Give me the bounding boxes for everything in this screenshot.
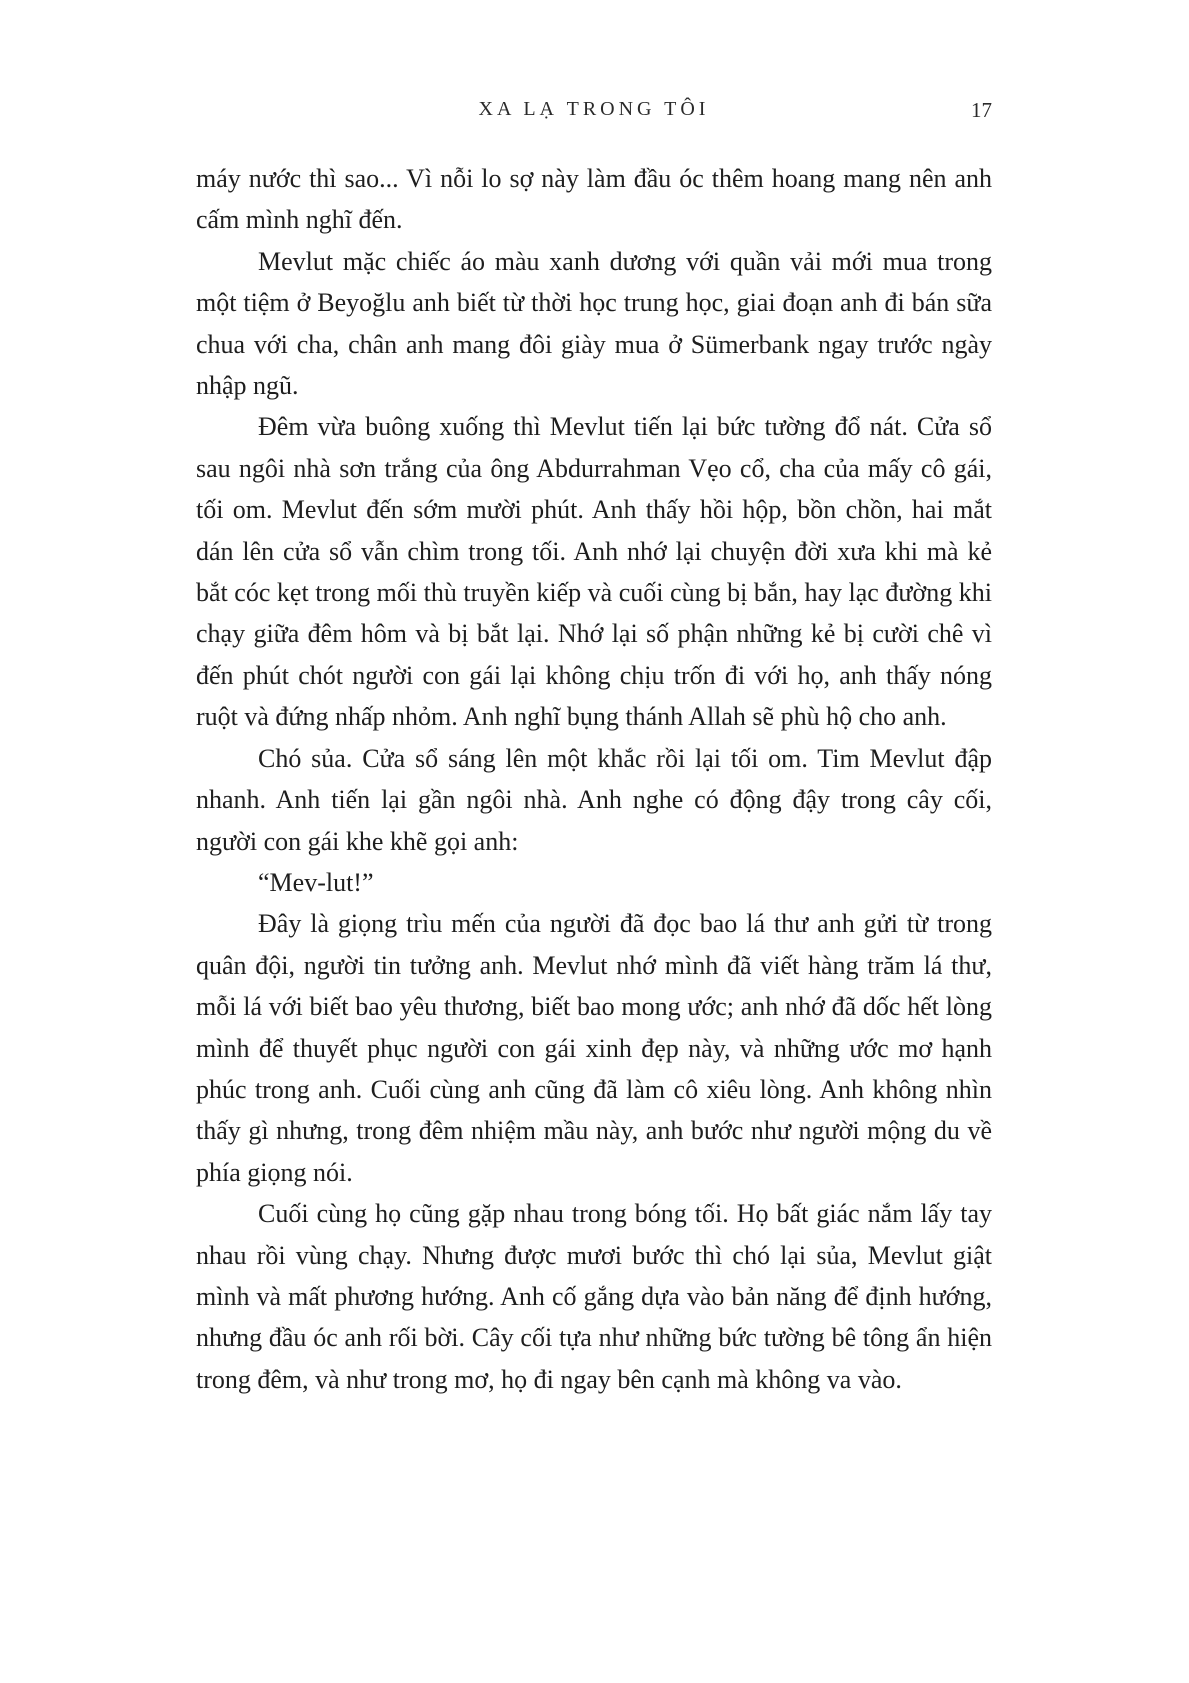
paragraph: Cuối cùng họ cũng gặp nhau trong bóng tối. Họ bất giác nắm lấy tay nhau rồi vùng chạy. Nhưng được mươi bước thì chó lại sủa, Mevlut giật mình và mất phương hướng. Anh cố gắng dựa vào bản năng để định hướng, nhưng đầu óc anh rối bời. Cây cối tựa như những bức tường bê tông ẩn hiện trong đêm, và như trong mơ, họ đi ngay bên cạnh mà không va vào.: [196, 1199, 992, 1394]
paragraph: Chó sủa. Cửa sổ sáng lên một khắc rồi lại tối om. Tim Mevlut đập nhanh. Anh tiến lại gần ngôi nhà. Anh nghe có động đậy trong cây cối, người con gái khe khẽ gọi anh:: [196, 743, 992, 856]
paragraph: máy nước thì sao... Vì nỗi lo sợ này làm đầu óc thêm hoang mang nên anh cấm mình nghĩ đến.: [196, 164, 992, 235]
paragraph: Đây là giọng trìu mến của người đã đọc bao lá thư anh gửi từ trong quân đội, người tin tưởng anh. Mevlut nhớ mình đã viết hàng trăm lá thư, mỗi lá với biết bao yêu thương, biết bao mong ước; anh nhớ đã dốc hết lòng mình để thuyết phục người con gái xinh đẹp này, và những ước mơ hạnh phúc trong anh. Cuối cùng anh cũng đã làm cô xiêu lòng. Anh không nhìn thấy gì nhưng, trong đêm nhiệm mầu này, anh bước như người mộng du về phía giọng nói.: [196, 909, 992, 1187]
body-text: [196, 158, 992, 1400]
running-header: [196, 98, 992, 128]
running-title: XA LẠ TRONG TÔI: [478, 98, 710, 120]
paragraph: Mevlut mặc chiếc áo màu xanh dương với quần vải mới mua trong một tiệm ở Beyoğlu anh biết từ thời học trung học, giai đoạn anh đi bán sữa chua với cha, chân anh mang đôi giày mua ở Sümerbank ngay trước ngày nhập ngũ.: [196, 246, 992, 401]
page-number: 17: [971, 98, 992, 122]
dialogue-line: “Mev-lut!”: [258, 867, 374, 897]
paragraph: Đêm vừa buông xuống thì Mevlut tiến lại bức tường đổ nát. Cửa sổ sau ngôi nhà sơn trắng của ông Abdurrahman Vẹo cổ, cha của mấy cô gái, tối om. Mevlut đến sớm mười phút. Anh thấy hồi hộp, bồn chồn, hai mắt dán lên cửa sổ vẫn chìm trong tối. Anh nhớ lại chuyện đời xưa khi mà kẻ bắt cóc kẹt trong mối thù truyền kiếp và cuối cùng bị bắn, hay lạc đường khi chạy giữa đêm hôm và bị bắt lại. Nhớ lại số phận những kẻ bị cười chê vì đến phút chót người con gái lại không chịu trốn đi với họ, anh thấy nóng ruột và đứng nhấp nhỏm. Anh nghĩ bụng thánh Allah sẽ phù hộ cho anh.: [196, 412, 992, 732]
